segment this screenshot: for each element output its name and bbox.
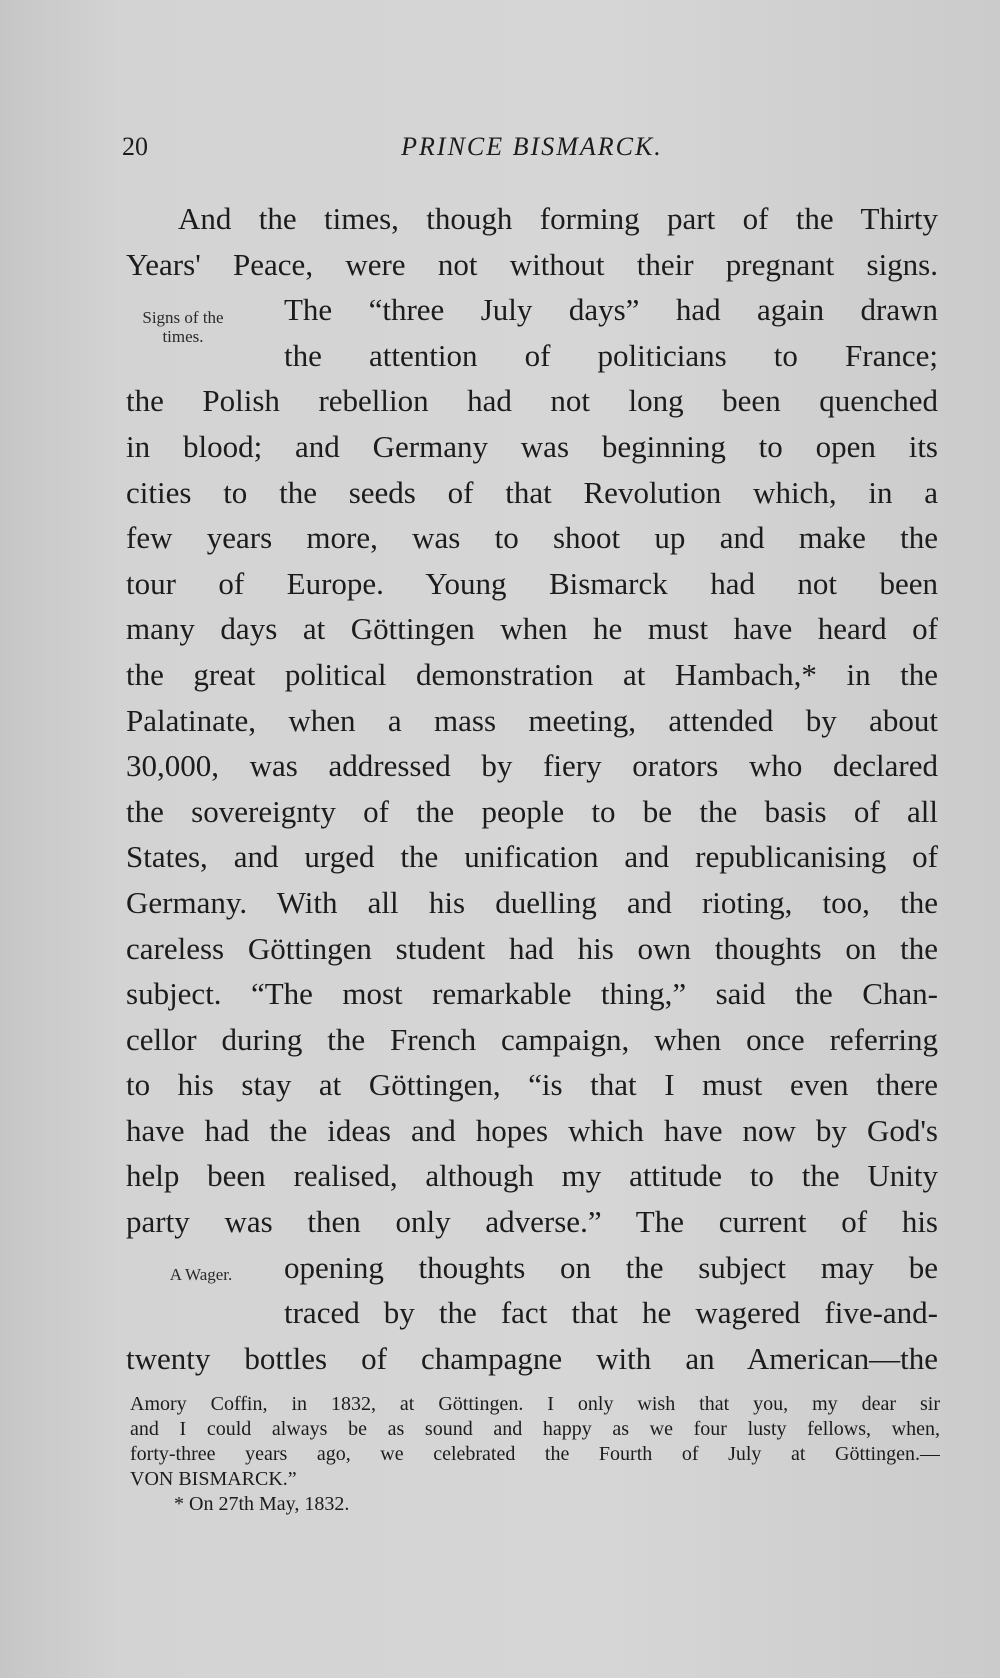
body-line: tour of Europe. Young Bismarck had not been: [126, 565, 938, 601]
page-number: 20: [122, 132, 148, 161]
footnote-signature: VON BISMARCK.”: [130, 1468, 297, 1490]
body-line: few years more, was to shoot up and make the: [126, 520, 938, 556]
body-line: help been realised, although my attitude to the Unity: [126, 1158, 938, 1194]
body-line: subject. “The most remarkable thing,” said the Chan-: [126, 976, 938, 1012]
body-line: in blood; and Germany was beginning to open its: [126, 428, 938, 464]
footnotes: [130, 1392, 940, 1517]
footnote-line: Amory Coffin, in 1832, at Göttingen. I only wish that you, my dear sir: [130, 1393, 940, 1415]
body-line: have had the ideas and hopes which have now by God's: [126, 1112, 938, 1148]
body-line: The “three July days” had again drawn: [284, 292, 938, 328]
footnote-line: and I could always be as sound and happy as we four lusty fellows, when,: [130, 1418, 940, 1440]
body-line: the attention of politicians to France;: [284, 337, 938, 373]
footnote-date: * On 27th May, 1832.: [174, 1493, 350, 1515]
footnote-line: forty-three years ago, we celebrated the Fourth of July at Göttingen.—: [130, 1443, 940, 1465]
body-line: traced by the fact that he wagered five-and-: [284, 1295, 938, 1331]
body-line: opening thoughts on the subject may be: [284, 1249, 938, 1285]
body-line: the Polish rebellion had not long been quenched: [126, 383, 938, 419]
body-line: Palatinate, when a mass meeting, attended by about: [126, 702, 938, 738]
body-line: States, and urged the unification and republicanising of: [126, 839, 938, 875]
body-line: Years' Peace, were not without their pregnant signs.: [126, 246, 938, 282]
body-line: to his stay at Göttingen, “is that I must even there: [126, 1067, 938, 1103]
margin-note-signs-line1: Signs of the: [142, 308, 224, 327]
body-line: Germany. With all his duelling and rioting, too, the: [126, 884, 938, 920]
body-line: 30,000, was addressed by fiery orators who declared: [126, 748, 938, 784]
body-line: cities to the seeds of that Revolution which, in a: [126, 474, 938, 510]
margin-note-a-wager: A Wager.: [169, 1265, 233, 1284]
running-head: PRINCE BISMARCK.: [401, 132, 663, 161]
body-line: the great political demonstration at Hambach,* in the: [126, 656, 938, 692]
body-line: party was then only adverse.” The current of his: [126, 1204, 938, 1240]
body-line: many days at Göttingen when he must have heard of: [126, 611, 938, 647]
body-line: careless Göttingen student had his own thoughts on the: [126, 930, 938, 966]
body-line: And the times, though forming part of the Thirty: [178, 201, 938, 236]
body-text: [126, 196, 938, 1381]
page-header: [122, 132, 942, 172]
body-line: the sovereignty of the people to be the basis of all: [126, 793, 938, 829]
body-line: twenty bottles of champagne with an American—the: [126, 1340, 938, 1376]
body-line: cellor during the French campaign, when once referring: [126, 1021, 938, 1057]
margin-note-signs-line2: times.: [162, 327, 204, 346]
